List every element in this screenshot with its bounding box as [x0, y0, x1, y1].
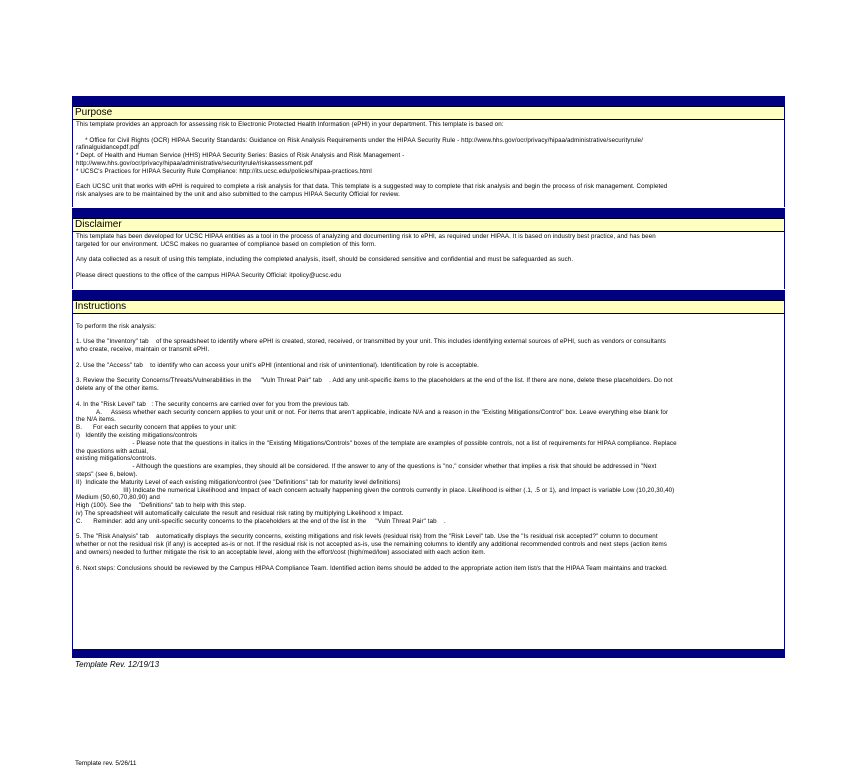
purpose-line: * Dept. of Health and Human Service (HHS) HIPAA Security Series: Basics of Risk Analysis and Risk Management - — [76, 152, 405, 160]
disclaimer-line: targeted for our environment. UCSC makes no guarantee of compliance based on completion of this form. — [76, 240, 377, 248]
instructions-line: 3. Review the Security Concerns/Threats/Vulnerabilities in the "Vuln Threat Pair" tab . Add any unit-specific items to the placeholders at the end of the list. If there are none, delete these placeholders. Do not — [76, 377, 673, 385]
instructions-line: delete any of the other items. — [76, 385, 159, 393]
instructions-line: the questions with actual, — [76, 447, 149, 455]
instructions-line — [76, 315, 781, 323]
purpose-line: This template provides an approach for assessing risk to Electronic Protected Health Information (ePHI) in your department. This template is based on: — [76, 121, 504, 128]
instructions-line: iv) The spreadsheet will automatically calculate the result and residual risk rating by multiplying Likelihood x Impact. — [76, 509, 404, 517]
instructions-line: I) Identify the existing mitigations/controls — [76, 431, 198, 439]
instructions-line: Medium (50,60,70,80,90) and — [76, 494, 160, 502]
purpose-line: risk analyses are to be maintained by the unit and also submitted to the campus HIPAA Security Official for review. — [76, 191, 400, 199]
disclaimer-header: Disclaimer — [72, 218, 785, 232]
instructions-line: B. For each security concern that applies to your unit: — [76, 424, 237, 432]
purpose-line: * Office for Civil Rights (OCR) HIPAA Security Standards: Guidance on Risk Analysis Requirements under the HIPAA Security Rule - http://www.hhs.gov/ocr/privacy/hipaa/administrative/securityrule/ — [76, 136, 644, 144]
template-revision: Template Rev. 12/19/13 — [75, 660, 160, 669]
instructions-line: C. Reminder: add any unit-specific security concerns to the placeholders at the end of the list in the "Vuln Threat Pair" tab . — [76, 517, 446, 525]
instructions-line: 6. Next steps: Conclusions should be reviewed by the Campus HIPAA Compliance Team. Identified action items should be added to the appropriate action item list/s that the HIPAA Team maintains and tracked. — [76, 564, 668, 572]
disclaimer-line: Please direct questions to the office of the campus HIPAA Security Official: itpolicy@ucsc.edu — [76, 271, 342, 279]
instructions-line: the N/A items. — [76, 416, 116, 424]
instructions-line — [76, 354, 781, 362]
purpose-line: rafinalguidancepdf.pdf — [76, 144, 140, 152]
instructions-line: who create, receive, maintain or transmit ePHI. — [76, 346, 210, 354]
purpose-line — [76, 129, 781, 137]
instructions-line: A. Assess whether each security concern applies to your unit or not. For items that aren't applicable, indicate N/A and a reason in the "Existing Mitigations/Control" box. Leave everything else blank for — [76, 408, 669, 416]
disclaimer-line — [76, 249, 781, 257]
instructions-top-bar — [72, 290, 785, 300]
instructions-line: existing mitigations/controls. — [76, 455, 157, 463]
sheet-bottom-bar — [72, 649, 785, 658]
instructions-line: High (100). See the "Definitions" tab to help with this step. — [76, 502, 247, 510]
instructions-line: - Although the questions are examples, they should all be considered. If the answer to any of the questions is "no," consider whether that implies a risk that should be addressed in "Next — [76, 463, 657, 471]
instructions-line — [76, 370, 781, 378]
instructions-line: 4. In the "Risk Level" tab : The security concerns are carried over for you from the previous tab. — [76, 400, 350, 408]
bottom-revision-note: Template rev. 5/26/11 — [75, 760, 137, 767]
instructions-line: 1. Use the "Inventory" tab of the spreadsheet to identify where ePHI is created, stored, received, or transmitted by your unit. This includes identifying external sources of ePHI, such as vendors or consultants — [76, 338, 666, 346]
purpose-body — [72, 120, 785, 207]
purpose-line: Each UCSC unit that works with ePHI is required to complete a risk analysis for that data. This template is a suggested way to complete that risk analysis and begin the process of risk management. Completed — [76, 183, 668, 191]
purpose-line — [76, 176, 781, 184]
instructions-line: II) Indicate the Maturity Level of each existing mitigation/control (see "Definitions" tab for maturity level definitions) — [76, 478, 401, 486]
instructions-body — [72, 314, 785, 649]
instructions-line: whether or not the residual risk (if any) is accepted as-is or not. If the residual risk is not accepted as-is, use the remaining columns to identify any additional recommended controls and next steps (action items — [76, 541, 667, 549]
purpose-line: * UCSC's Practices for HIPAA Security Rule Compliance: http://its.ucsc.edu/policies/hipaa-practices.html — [76, 167, 372, 175]
instructions-header: Instructions — [72, 300, 785, 314]
instructions-line: III) Indicate the numerical Likelihood and Impact of each concern actually happening given the controls currently in place. Likelihood is either (.1, .5 or 1), and Impact is variable Low (10,20,30,40) — [76, 486, 675, 494]
instructions-line: and owners) needed to further mitigate the risk to an acceptable level, along with the effort/cost (high/med/low) associated with each action item. — [76, 548, 486, 556]
purpose-header: Purpose — [72, 106, 785, 120]
instructions-line: To perform the risk analysis: — [76, 322, 156, 330]
disclaimer-line: Any data collected as a result of using this template, including the completed analysis, itself, should be considered sensitive and confidential and must be safeguarded as such. — [76, 256, 574, 264]
disclaimer-line: This template has been developed for UCSC HIPAA entities as a tool in the process of analyzing and documenting risk to ePHI, as required under HIPAA. It is based on industry best practice, and has been — [76, 233, 656, 240]
disclaimer-top-bar — [72, 208, 785, 218]
instructions-line: 2. Use the "Access" tab to identify who can access your unit's ePHI (intentional and risk of unintentional). Identification by role is acceptable. — [76, 361, 479, 369]
instructions-line: 5. The "Risk Analysis" tab automatically displays the security concerns, existing mitigations and risk levels (residual risk) from the "Risk Level" tab. Use the "Is residual risk accepted?" column to document — [76, 533, 658, 541]
disclaimer-body — [72, 232, 785, 289]
instructions-line: - Please note that the questions in italics in the "Existing Mitigations/Controls" boxes of the template are examples of possible controls, not a list of requirements for HIPAA compliance. Replace — [76, 439, 677, 447]
risk-analysis-sheet — [72, 96, 785, 658]
disclaimer-line — [76, 264, 781, 272]
instructions-line — [76, 331, 781, 339]
instructions-line: steps" (see 6, below). — [76, 470, 138, 478]
purpose-top-bar — [72, 96, 785, 106]
instructions-line — [76, 393, 781, 401]
instructions-line — [76, 526, 781, 534]
purpose-line: http://www.hhs.gov/ocr/privacy/hipaa/administrative/securityrule/riskassessment.pdf — [76, 159, 313, 167]
instructions-line — [76, 557, 781, 565]
